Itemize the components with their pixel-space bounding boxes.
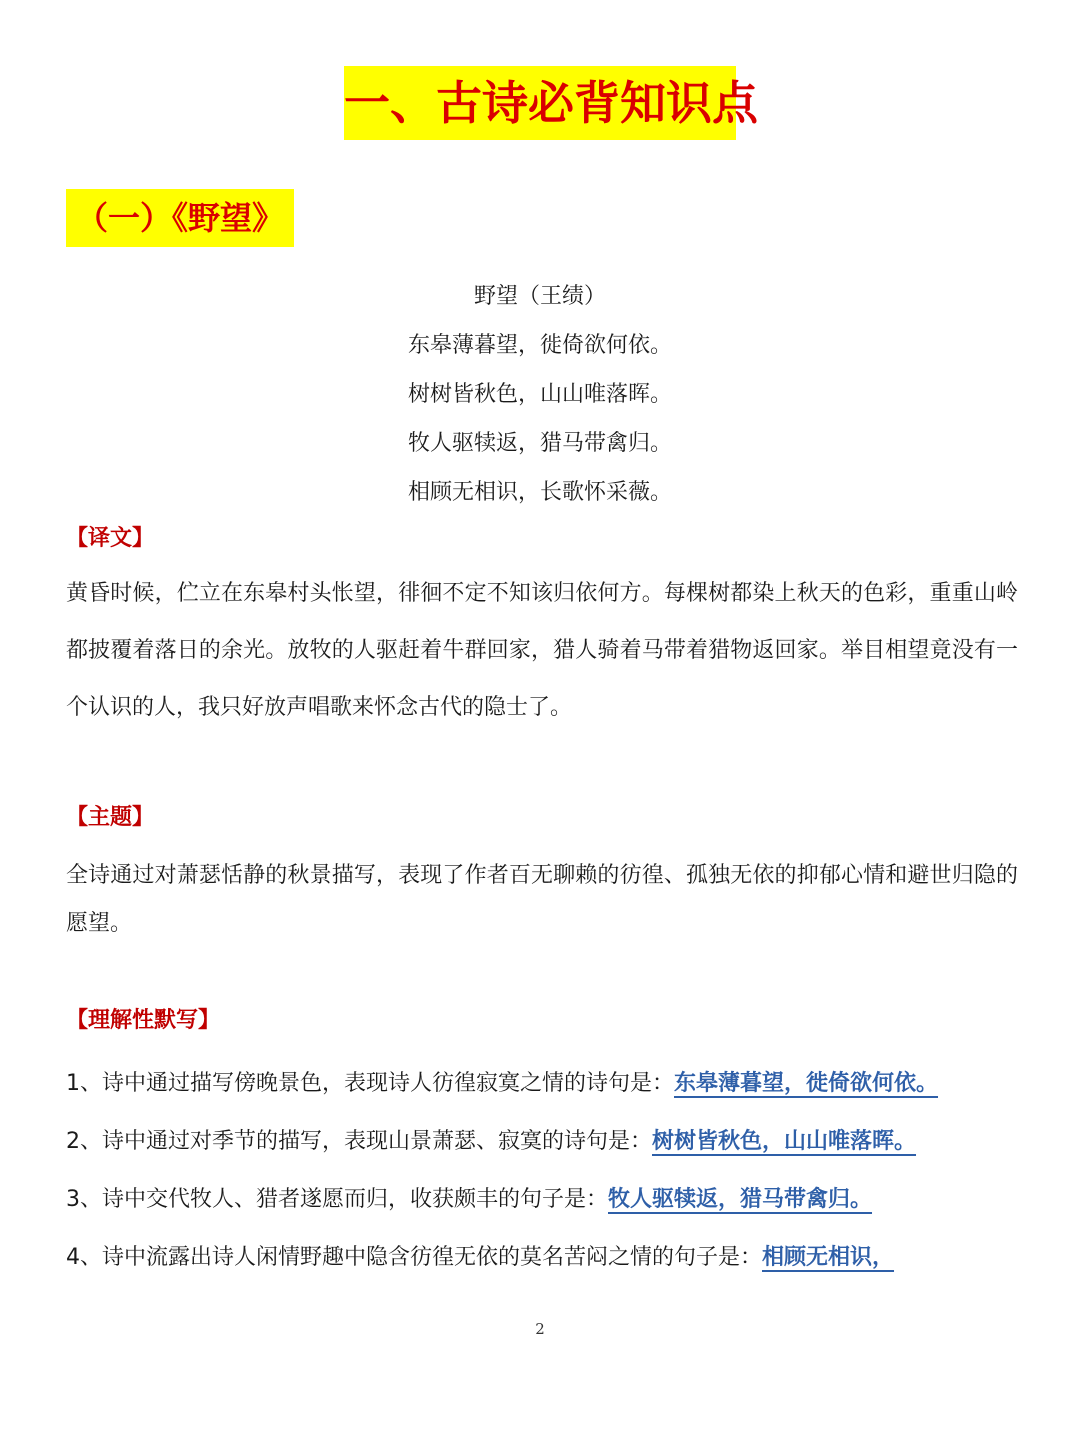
dictation-label: 【理解性默写】 (66, 1008, 221, 1033)
page-number: 2 (535, 1320, 545, 1338)
dictation-question: 1、诗中通过描写傍晚景色，表现诗人彷徨寂寞之情的诗句是： (66, 1071, 674, 1096)
poem-line: 东皋薄暮望，徙倚欲何依。 (407, 333, 672, 358)
poem-line: 牧人驱犊返，猎马带禽归。 (407, 431, 672, 456)
section-title: （一）《野望》 (66, 189, 294, 247)
dictation-answer: 东皋薄暮望，徙倚欲何依。 (674, 1071, 939, 1096)
poem-line: 相顾无相识，长歌怀采薇。 (407, 480, 672, 505)
dictation-item (66, 1238, 908, 1278)
dictation-answer: 牧人驱犊返，猎马带禽归。 (608, 1187, 873, 1212)
dictation-item (66, 1180, 886, 1220)
dictation-question: 4、诗中流露出诗人闲情野趣中隐含彷徨无依的莫名苦闷之情的句子是： (66, 1245, 762, 1270)
poem-line: 树树皆秋色，山山唯落晖。 (407, 382, 672, 407)
dictation-question: 3、诗中交代牧人、猎者遂愿而归，收获颇丰的句子是： (66, 1187, 608, 1212)
poem-title: 野望（王绩） (473, 284, 606, 309)
translation-label: 【译文】 (66, 526, 155, 551)
dictation-question: 2、诗中通过对季节的描写，表现山景萧瑟、寂寞的诗句是： (66, 1129, 652, 1154)
dictation-item (66, 1122, 930, 1162)
poem (0, 272, 1080, 517)
theme-label: 【主题】 (66, 805, 155, 830)
translation-text: 黄昏时候，伫立在东皋村头怅望，徘徊不定不知该归依何方。每棵树都染上秋天的色彩，重重山岭都披覆着落日的余光。放牧的人驱赶着牛群回家，猎人骑着马带着猎物返回家。举目相望竟没有一个认识的人，我只好放声唱歌来怀念古代的隐士了。 (66, 581, 1018, 720)
dictation-answer: 相顾无相识， (762, 1245, 895, 1270)
theme-text: 全诗通过对萧瑟恬静的秋景描写，表现了作者百无聊赖的彷徨、孤独无依的抑郁心情和避世归隐的愿望。 (66, 863, 1018, 936)
dictation-item (66, 1064, 952, 1104)
dictation-answer: 树树皆秋色，山山唯落晖。 (652, 1129, 917, 1154)
main-title: 一、古诗必背知识点 (344, 66, 736, 140)
